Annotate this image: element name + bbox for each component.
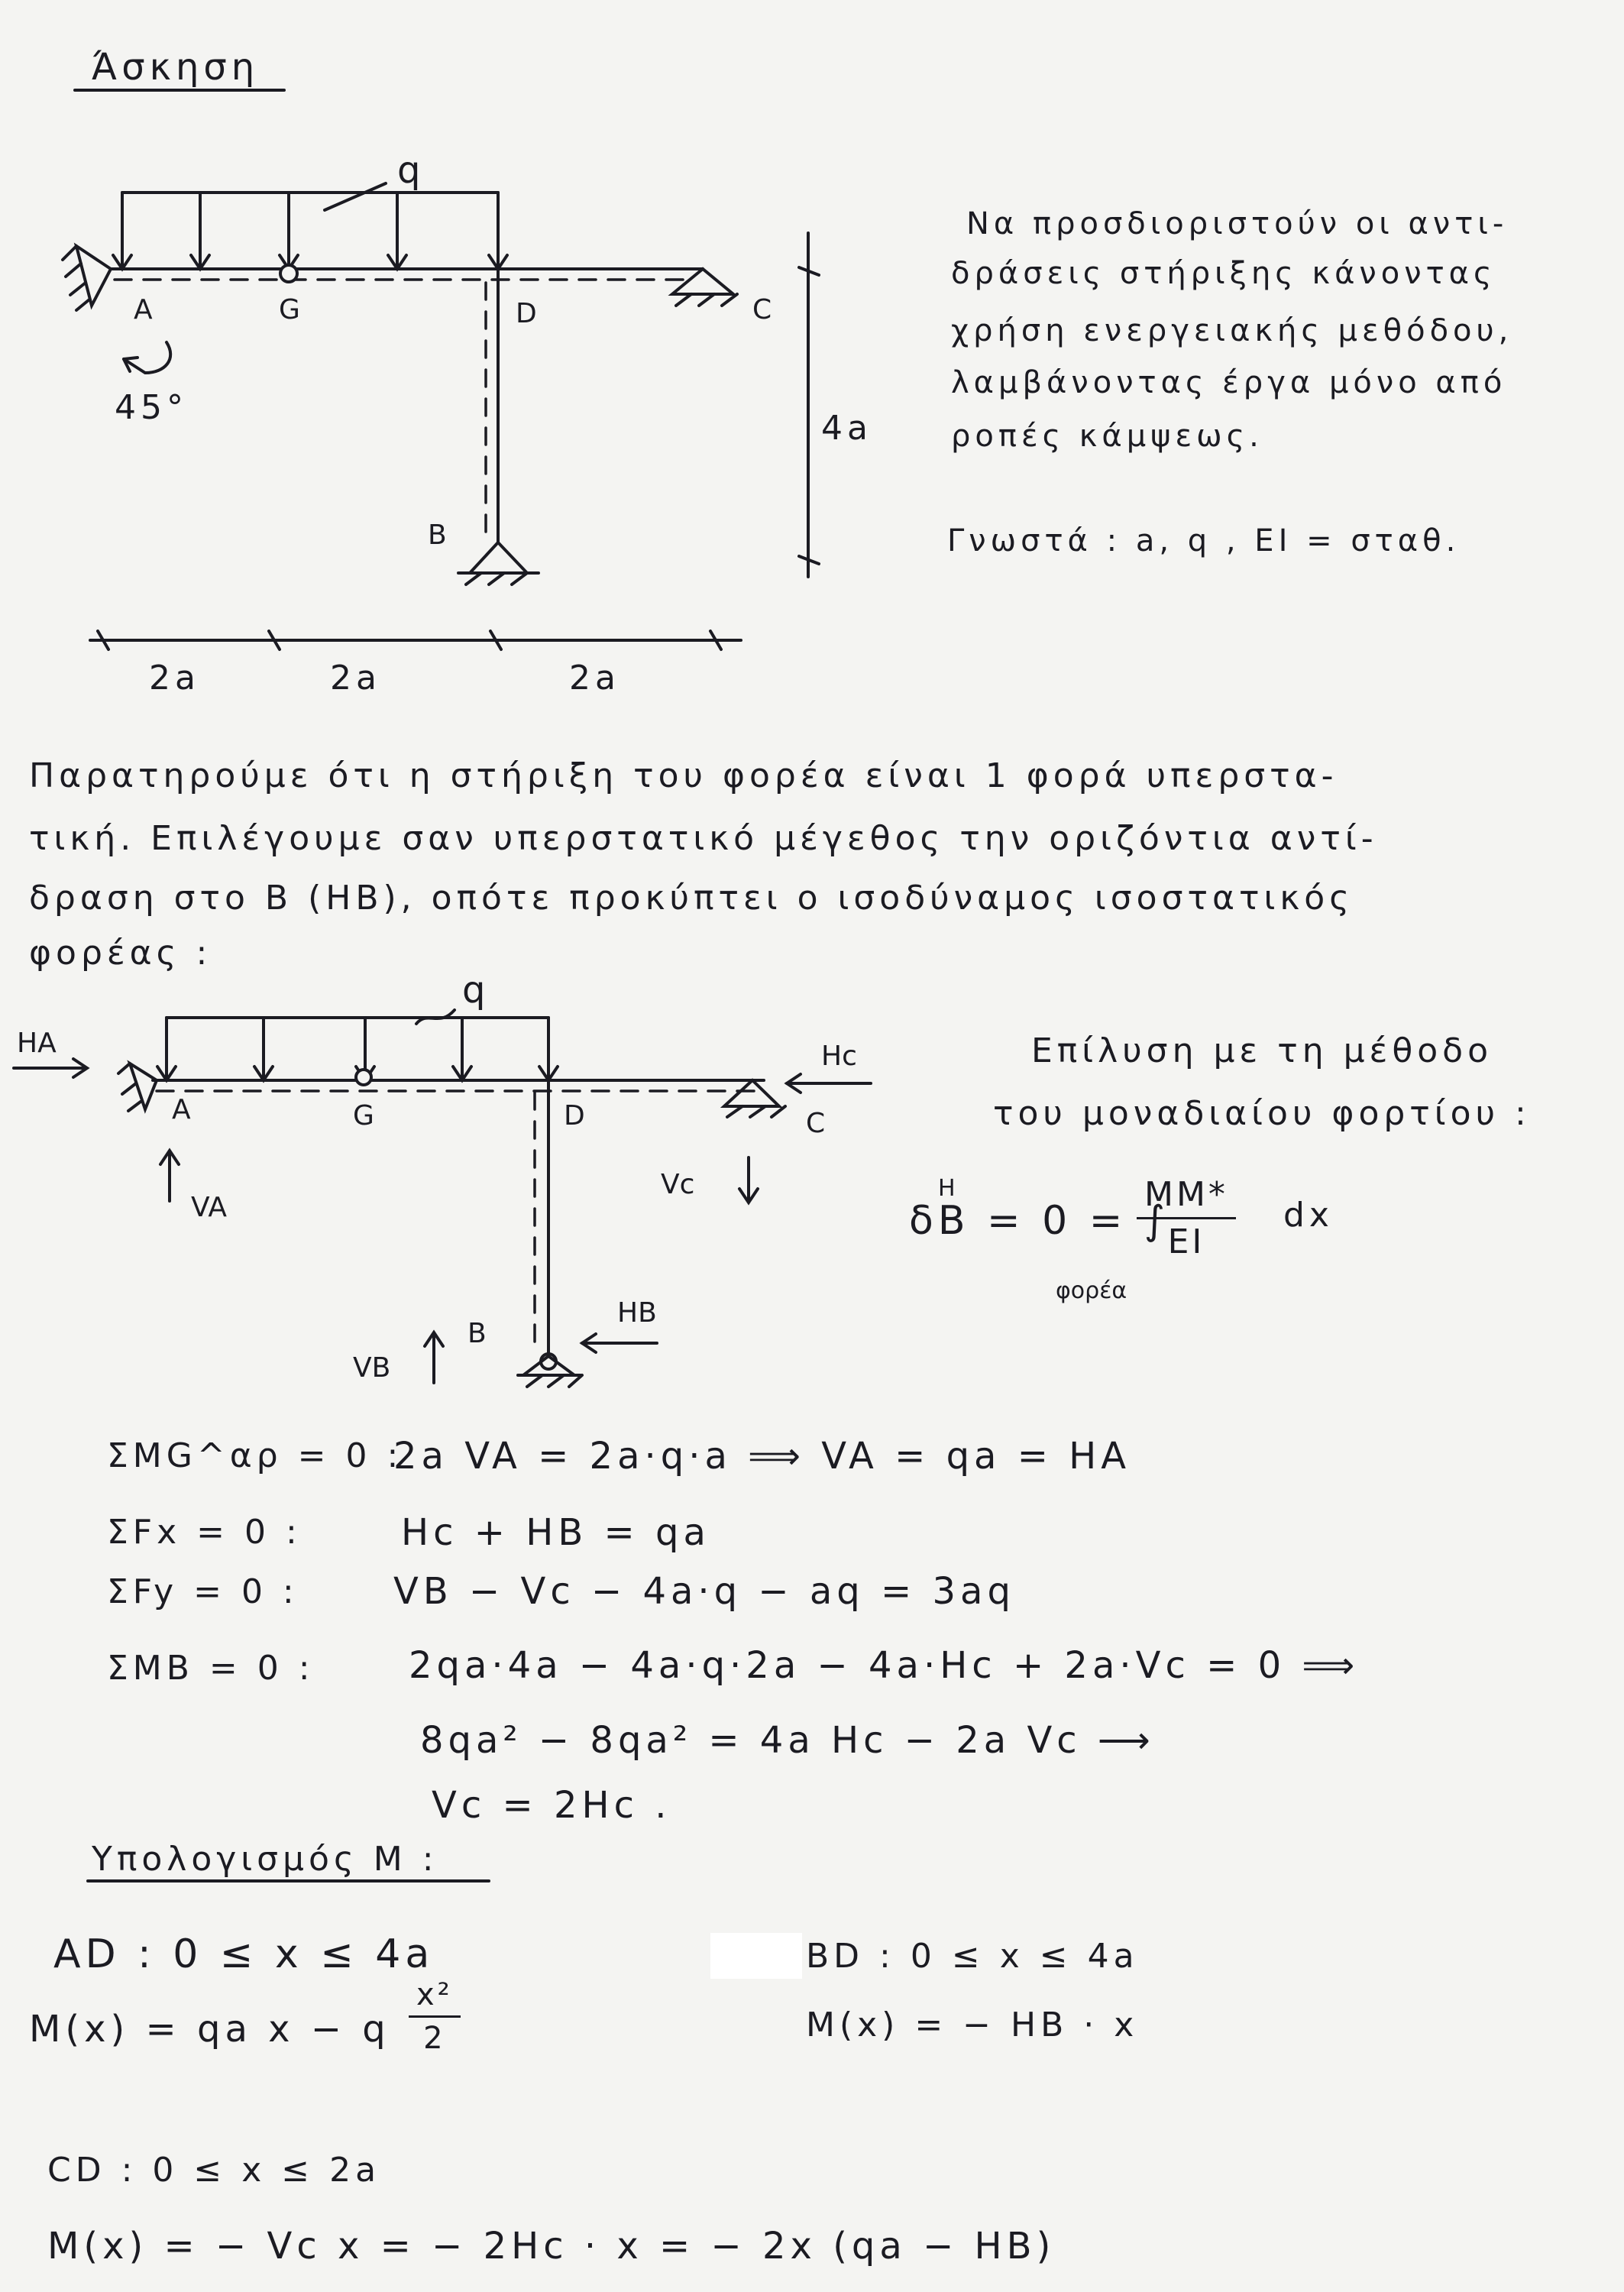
problem-line-3: χρήση ενεργειακής μεθόδου,: [951, 313, 1513, 348]
bd-expr: M(x) = − HB · x: [806, 2006, 1139, 2044]
fig2-label-ha: HA: [17, 1028, 57, 1059]
fig2-label-hb: HB: [617, 1297, 657, 1329]
fig2-label-va: VA: [191, 1192, 227, 1223]
fig2-label-c: C: [806, 1108, 826, 1139]
ad-fraction: [409, 1977, 461, 2056]
method-line-1: Επίλυση με τη μέθοδο: [1031, 1031, 1493, 1070]
eq-2-rhs: Hc + HB = qa: [401, 1511, 710, 1554]
ad-fraction-denominator: 2: [423, 2021, 446, 2056]
problem-given: Γνωστά : a, q , EI = σταθ.: [947, 523, 1461, 558]
page-title: Άσκηση: [92, 46, 260, 89]
span-label-3: 2a: [569, 659, 620, 698]
load-label-q: q: [397, 149, 425, 192]
method-dx: dx: [1283, 1196, 1334, 1235]
ad-expr: M(x) = qa x − q: [29, 2008, 390, 2051]
method-lhs: δB = 0 = ∫: [909, 1198, 1169, 1244]
eq-1-rhs: 2a VA = 2a·q·a ⟹ VA = qa = HA: [393, 1435, 1131, 1478]
span-label-1: 2a: [149, 659, 200, 698]
fraction-numerator: MM*: [1137, 1175, 1236, 1219]
eq-3-lhs: ΣFy = 0 :: [107, 1572, 299, 1611]
bd-range: BD : 0 ≤ x ≤ 4a: [806, 1937, 1139, 1976]
problem-line-2: δράσεις στήριξης κάνοντας: [951, 256, 1496, 291]
ad-range: AD : 0 ≤ x ≤ 4a: [53, 1931, 435, 1977]
label-c: C: [752, 294, 772, 325]
paragraph-line-3: δραση στο B (HB), οπότε προκύπτει ο ισοδύναμος ισοστατικός: [29, 879, 1354, 918]
moments-heading: Υπολογισμός M :: [92, 1840, 438, 1879]
paper-patch: [710, 1933, 802, 1979]
eq-2-lhs: ΣFx = 0 :: [107, 1513, 302, 1552]
label-d: D: [516, 298, 537, 329]
cd-expr: M(x) = − Vc x = − 2Hc · x = − 2x (qa − HB): [47, 2225, 1056, 2268]
eq-6-rhs: Vc = 2Hc .: [432, 1784, 671, 1827]
eq-4-rhs: 2qa·4a − 4a·q·2a − 4a·Hc + 2a·Vc = 0 ⟹: [409, 1644, 1360, 1687]
fig2-load-q: q: [462, 969, 490, 1012]
problem-line-1: Να προσδιοριστούν οι αντι-: [966, 206, 1509, 241]
paragraph-line-1: Παρατηρούμε ότι η στήριξη του φορέα είναι 1 φορά υπερστα-: [29, 756, 1338, 795]
span-label-2: 2a: [330, 659, 381, 698]
fig2-label-hc: Hc: [821, 1041, 857, 1072]
fig2-label-g: G: [353, 1100, 374, 1131]
paragraph-line-2: τική. Επιλέγουμε σαν υπερστατικό μέγεθος την οριζόντια αντί-: [29, 819, 1378, 858]
fraction-denominator: EI: [1167, 1222, 1205, 1261]
label-b: B: [428, 520, 447, 551]
cd-range: CD : 0 ≤ x ≤ 2a: [47, 2151, 381, 2190]
ad-fraction-numerator: x²: [409, 1977, 461, 2018]
fig2-label-b: B: [467, 1318, 487, 1349]
fig2-label-vc: Vc: [661, 1169, 695, 1200]
fig2-label-d: D: [564, 1100, 585, 1131]
method-sup-h: H: [938, 1175, 956, 1202]
method-line-2: του μοναδιαίου φορτίου :: [993, 1094, 1531, 1133]
eq-4-lhs: ΣMB = 0 :: [107, 1649, 315, 1688]
paragraph-line-4: φορέας :: [29, 934, 212, 973]
label-a: A: [134, 294, 153, 325]
angle-label: 45°: [115, 388, 188, 427]
eq-3-rhs: VB − Vc − 4a·q − aq = 3aq: [393, 1570, 1015, 1613]
fig2-label-a: A: [172, 1094, 191, 1125]
problem-line-4: λαμβάνοντας έργα μόνο από: [951, 365, 1507, 400]
fig2-label-vb: VB: [353, 1352, 391, 1384]
eq-5-rhs: 8qa² − 8qa² = 4a Hc − 2a Vc ⟶: [420, 1719, 1155, 1762]
height-label: 4a: [821, 409, 872, 448]
eq-1-lhs: ΣMG^αρ = 0 :: [107, 1436, 403, 1475]
label-g: G: [279, 294, 300, 325]
problem-line-5: ροπές κάμψεως.: [951, 419, 1263, 454]
method-sub: φορέα: [1056, 1277, 1127, 1304]
